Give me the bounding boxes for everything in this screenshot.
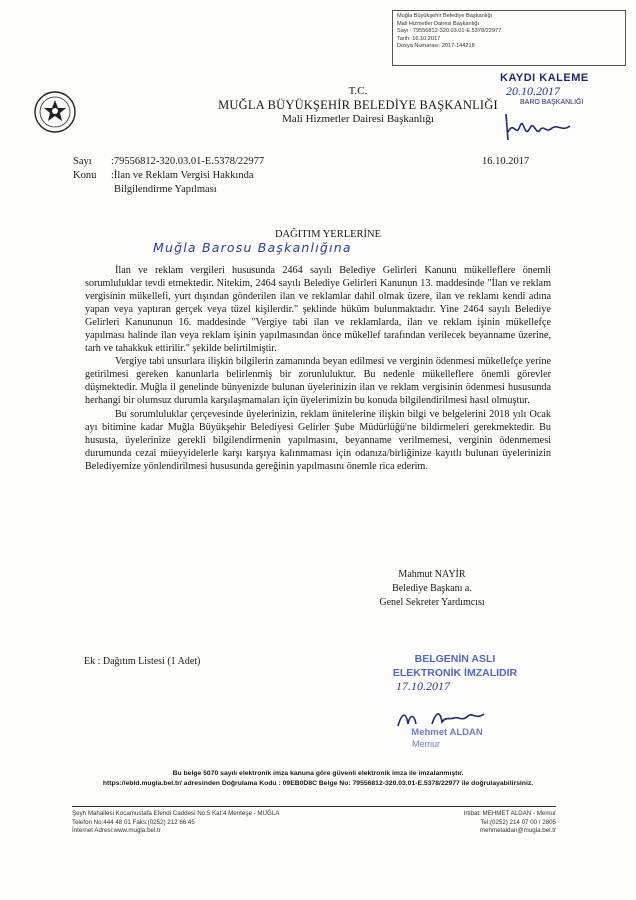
registry-line: Muğla Büyükşehir Belediye Başkanlığı bbox=[397, 13, 493, 19]
footer-contact bbox=[430, 810, 556, 836]
e-sign-line-2: ELEKTRONİK İMZALIDIR bbox=[392, 667, 518, 679]
body-paragraph-2: Vergiye tabi unsurlara ilişkin bilgilerin zamanında beyan edilmesi ve verginin ödenmesi mükellefçe yerine getirilmesi gereken kanunlarla belirlenmiş bir zorunluluktur. Bu nedenle mükelleflere önemli görevler düşmektedir. Muğla il genelinde bünyenizde bulunan üyelerinizin ilan ve reklam vergisinin ödenmesi hususunda herhangi bir olumsuz durumla karşılaşmamaları için üyelerimizin bu konuda bilgilendirilmesi hasıl olmuştur. bbox=[85, 356, 551, 407]
footer-address bbox=[72, 810, 279, 836]
konu-value-line1: :İlan ve Reklam Vergisi Hakkında bbox=[111, 170, 254, 181]
signer-block bbox=[352, 568, 512, 610]
registry-line: Mali Hizmetler Dairesi Başkanlığı bbox=[397, 20, 480, 27]
letter-body bbox=[85, 264, 551, 473]
sayi-label: Sayı bbox=[73, 156, 92, 167]
signer-title-2: Genel Sekreter Yardımcısı bbox=[379, 597, 485, 608]
header-organization: MUĞLA BÜYÜKŞEHİR BELEDİYE BAŞKANLIĞI bbox=[218, 98, 498, 112]
signer-name: Mahmut NAYİR bbox=[398, 569, 466, 580]
footer-address-line: Şeyh Mahallesi Kocamustafa Efendi Caddesi No:5 Kat:4 Menteşe - MUĞLA bbox=[72, 810, 280, 817]
memur-title: Memur bbox=[412, 739, 441, 749]
registry-line: Dosya Numarası: 2017-144218 bbox=[397, 43, 475, 50]
kalem-stamp-date: 20.10.2017 bbox=[506, 84, 560, 98]
verify-line-1: Bu belge 5070 sayılı elektronik imza kanuna göre güvenli elektronik imza ile imzalanmıştır. bbox=[172, 770, 464, 777]
header-tc: T.C. bbox=[348, 85, 368, 97]
e-sign-line-1: BELGENİN ASLI bbox=[414, 653, 496, 665]
document-number-row bbox=[73, 155, 264, 169]
kalem-stamp-sub: BARO BAŞKANLIĞI bbox=[520, 99, 584, 106]
attachment-note: Ek : Dağıtım Listesi (1 Adet) bbox=[84, 656, 201, 667]
verify-line-2: https://ebld.mugla.bel.tr/ adresinden Doğrulama Kodu : 09EB0D8C Belge No: 79556812-320.03.01-E.5378/22977 ile doğrulayabilirsiniz. bbox=[102, 780, 534, 787]
handwritten-recipient: Muğla Barosu Başkanlığına bbox=[153, 240, 352, 255]
sayi-value: :79556812-320.03.01-E.5378/22977 bbox=[111, 156, 265, 167]
body-paragraph-1: İlan ve reklam vergileri hususunda 2464 sayılı Belediye Gelirleri Kanunu mükelleflere önemli sorumluluklar tevdi etmektedir. Nitekim, 2464 sayılı Belediye Gelirleri Kanunun 13. maddesinde "İlan ve reklam vergisinin mükellefi, yurt dışından gönderilen ilan ve reklamlar dahil olmak üzere, ilan ve reklamı kendi adına yapan veya yaptıran gerçek veya tüzel kişilerdir." şeklinde hüküm bulunmaktadır. Yine 2464 sayılı Belediye Gelirleri Kanununun 16. maddesinde "Vergiye tabi ilan ve reklamlarda, ilan ve reklam işinin mükellefçe yapılması halinde ilan veya reklam işinin yapılmasından önce mükellef tarafından verilecek beyanname üzerine, tarh ve tahakkuk ettirilir." şekilde belirtilmiştir. bbox=[85, 265, 551, 355]
footer-divider bbox=[72, 806, 556, 807]
konu-label: Konu bbox=[73, 170, 97, 181]
registry-line: Sayı : 79556812-320.03.01-E.5378/22977 bbox=[397, 28, 502, 35]
body-paragraph-3: Bu sorumluluklar çerçevesinde üyelerinizin, reklam ünitelerine ilişkin bilgi ve belgelerini 2018 yılı Ocak ayı bitimine kadar Muğla Büyükşehir Belediyesi Gelirler Şube Müdürlüğü'ne bildirmeleri gerekmektedir. Bu hususta, üyelerinize gerekli bilgilendirmenin yapılmasını, beyanname verilmemesi, verginin ödenmemesi durumunda cezai müeyyidelerle karşı karşıya kalınmaması için odanıza/birliğinize kayıtlı bulunan üyelerinizin Belediyemize yönlendirilmesi hususunda gereğinin yapılmasını önemle rica ederim. bbox=[85, 408, 551, 472]
footer-contact-person: Irtibat: MEHMET ALDAN - Memur bbox=[463, 810, 556, 817]
footer-contact-phone: Tel:(0252) 214 07 00 / 2805 bbox=[480, 818, 556, 826]
footer-contact-email: mehmetaldan@mugla.bel.tr bbox=[479, 827, 556, 835]
header-department: Mali Hizmetler Dairesi Başkanlığı bbox=[282, 113, 434, 125]
signer-title-1: Belediye Başkanı a. bbox=[392, 583, 472, 594]
verification-notice bbox=[0, 769, 636, 789]
registry-line: Tarih: 16.10.2017 bbox=[397, 35, 441, 42]
registry-box bbox=[392, 10, 626, 66]
e-sign-date: 17.10.2017 bbox=[396, 679, 450, 693]
memur-name: Mehmet ALDAN bbox=[411, 727, 483, 738]
subject-row bbox=[73, 169, 254, 183]
document-date: 16.10.2017 bbox=[482, 156, 530, 167]
e-signature-stamp bbox=[370, 652, 540, 680]
konu-value-line2: Bilgilendirme Yapılması bbox=[114, 184, 217, 195]
letterhead bbox=[0, 84, 636, 126]
kalem-stamp-title: KAYDI KALEME bbox=[500, 72, 589, 84]
distribution-title: DAĞITIM YERLERİNE bbox=[274, 229, 382, 240]
footer-web-line: İnternet Adresi:www.mugla.bel.tr bbox=[72, 827, 161, 835]
footer-phone-line: Telefon No:444 48 01 Faks:(0252) 212 66 45 bbox=[72, 818, 195, 826]
